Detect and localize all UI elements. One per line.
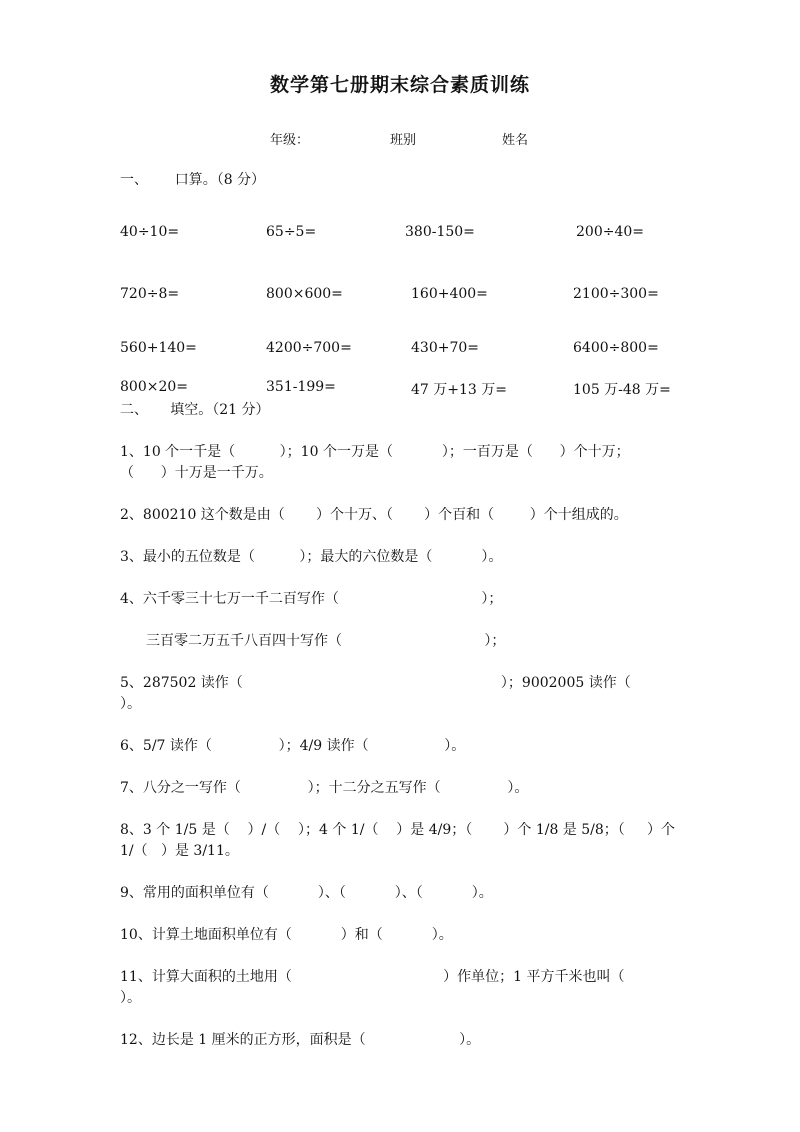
question-4-line2: 三百零二万五千八百四十写作（ ）；: [146, 633, 506, 649]
calc-cell: 560+140=: [120, 340, 197, 356]
question-5-line2: ）。: [120, 696, 141, 712]
question-10: 10、计算土地面积单位有（ ）和（ ）。: [120, 927, 453, 943]
question-1-line2: （ ）十万是一千万。: [120, 465, 273, 481]
calc-cell: 105 万-48 万=: [573, 382, 671, 398]
calc-cell: 160+400=: [411, 286, 488, 302]
question-2: 2、800210 这个数是由（ ）个十万、（ ）个百和（ ）个十组成的。: [120, 507, 628, 523]
calc-cell: 65÷5=: [266, 224, 317, 240]
page-title: 数学第七册期末综合素质训练: [269, 74, 530, 96]
question-11-line1: 11、计算大面积的土地用（ ）作单位；1 平方千米也叫（: [120, 969, 625, 985]
calc-cell: 800×20=: [120, 379, 188, 395]
class-label: 班别: [390, 133, 417, 148]
calc-cell: 351-199=: [266, 379, 336, 395]
name-label: 姓名: [502, 133, 529, 148]
calc-cell: 380-150=: [405, 224, 475, 240]
calc-cell: 430+70=: [411, 340, 479, 356]
question-4-line1: 4、六千零三十七万一千二百写作（ ）；: [120, 591, 503, 607]
calc-cell: 200÷40=: [576, 224, 644, 240]
calc-cell: 6400÷800=: [573, 340, 659, 356]
question-12: 12、边长是 1 厘米的正方形，面积是（ ）。: [120, 1032, 481, 1048]
question-11-line2: ）。: [120, 990, 141, 1006]
question-1-line1: 1、10 个一千是（ ）；10 个一万是（ ）；一百万是（ ）个十万；: [120, 444, 630, 460]
question-3: 3、最小的五位数是（ ）；最大的六位数是（ ）。: [120, 549, 503, 565]
section2-heading: 二、 填空。（21 分）: [120, 402, 270, 418]
question-7: 7、八分之一写作（ ）；十二分之五写作（ ）。: [120, 780, 529, 796]
calc-cell: 4200÷700=: [266, 340, 352, 356]
question-8-line2: 1/（ ）是 3/11。: [120, 843, 239, 859]
calc-cell: 40÷10=: [120, 224, 180, 240]
section1-heading: 一、 口算。（8 分）: [120, 172, 266, 188]
question-8-line1: 8、3 个 1/5 是（ ）/（ ）；4 个 1/（ ）是 4/9；（ ）个 1/8 是 5/8；（ ）个: [120, 822, 676, 838]
calc-cell: 2100÷300=: [573, 286, 659, 302]
question-6: 6、5/7 读作（ ）；4/9 读作（ ）。: [120, 738, 466, 754]
calc-cell: 800×600=: [266, 286, 343, 302]
calc-cell: 47 万+13 万=: [411, 382, 507, 398]
question-9: 9、常用的面积单位有（ ）、（ ）、（ ）。: [120, 885, 493, 901]
question-5-line1: 5、287502 读作（ ）；9002005 读作（: [120, 675, 631, 691]
grade-label: 年级：: [270, 133, 310, 148]
calc-cell: 720÷8=: [120, 286, 180, 302]
